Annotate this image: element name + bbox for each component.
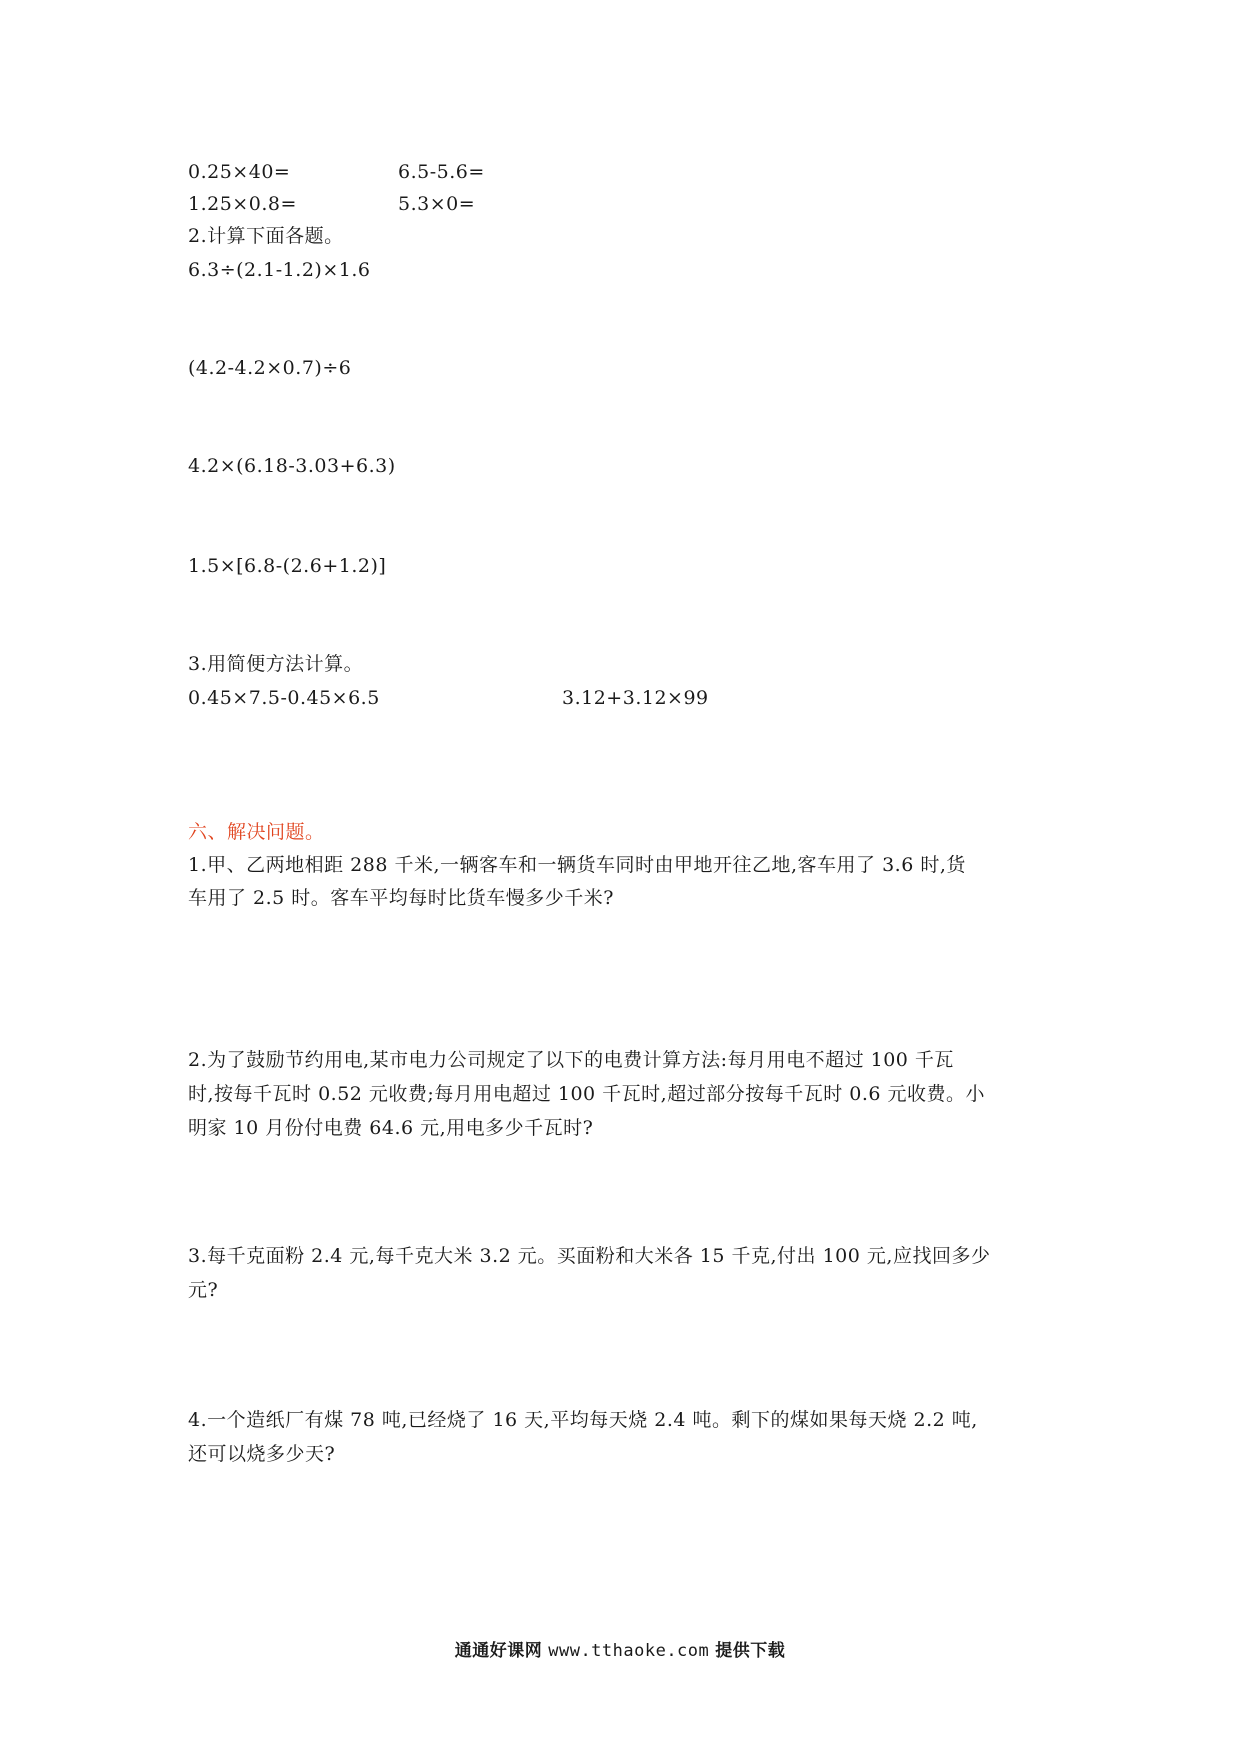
footer-brand: 通通好课网 — [454, 1641, 543, 1661]
oral-item: 1.25×0.8= — [188, 193, 297, 215]
footer-url[interactable]: www.tthaoke.com — [548, 1641, 710, 1661]
calc-heading: 2.计算下面各题。 — [188, 225, 344, 247]
calc-item: 4.2×(6.18-3.03+6.3) — [188, 455, 396, 477]
page-footer — [0, 1636, 1240, 1661]
problem-line: 时,按每千瓦时 0.52 元收费;每月用电超过 100 千瓦时,超过部分按每千瓦时 0.6 元收费。小 — [188, 1083, 986, 1105]
calc-item: 1.5×[6.8-(2.6+1.2)] — [188, 555, 387, 577]
problem-line: 1.甲、乙两地相距 288 千米,一辆客车和一辆货车同时由甲地开往乙地,客车用了 3.6 时,货 — [188, 854, 966, 876]
calc-item: (4.2-4.2×0.7)÷6 — [188, 357, 352, 379]
simple-heading: 3.用简便方法计算。 — [188, 653, 364, 675]
problem-line: 2.为了鼓励节约用电,某市电力公司规定了以下的电费计算方法:每月用电不超过 100 千瓦 — [188, 1049, 954, 1071]
footer-suffix: 提供下载 — [715, 1641, 786, 1661]
problem-line: 元? — [188, 1279, 219, 1301]
problem-line: 3.每千克面粉 2.4 元,每千克大米 3.2 元。买面粉和大米各 15 千克,付出 100 元,应找回多少 — [188, 1245, 991, 1267]
problem-line: 还可以烧多少天? — [188, 1443, 336, 1465]
simple-item: 0.45×7.5-0.45×6.5 — [188, 687, 380, 709]
oral-item: 6.5-5.6= — [398, 161, 485, 183]
problem-line: 明家 10 月份付电费 64.6 元,用电多少千瓦时? — [188, 1117, 594, 1139]
simple-item: 3.12+3.12×99 — [562, 687, 709, 709]
oral-item: 0.25×40= — [188, 161, 291, 183]
problem-line: 4.一个造纸厂有煤 78 吨,已经烧了 16 天,平均每天烧 2.4 吨。剩下的煤如果每天烧 2.2 吨, — [188, 1409, 978, 1431]
section-title: 六、解决问题。 — [188, 821, 325, 843]
problem-line: 车用了 2.5 时。客车平均每时比货车慢多少千米? — [188, 887, 614, 909]
calc-item: 6.3÷(2.1-1.2)×1.6 — [188, 259, 371, 281]
oral-item: 5.3×0= — [398, 193, 476, 215]
